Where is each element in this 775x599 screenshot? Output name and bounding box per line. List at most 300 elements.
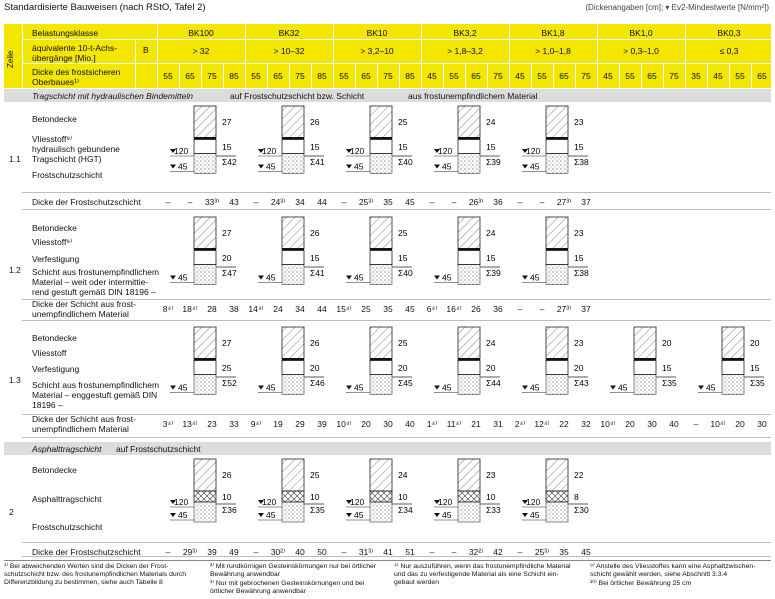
row-0-diagram-0 (170, 106, 237, 174)
row-0-value-3-1: – (451, 197, 457, 207)
class-depth-0-2: 75 (207, 71, 217, 81)
row-1-value-2-0: 15⁴⁾ (336, 304, 352, 314)
class-range-6: ≤ 0,3 (719, 46, 739, 56)
row-0-value-0-1: – (187, 197, 193, 207)
layer-concrete (722, 327, 744, 359)
row-1-label-2: Verfestigung (32, 254, 80, 264)
value-top: 22 (574, 470, 584, 480)
row-0-value-2-3: 45 (405, 197, 415, 207)
row-2-label-3: Schicht aus frostunempfindlichem Material – enggestuft gemäß DIN 18196 – (32, 380, 160, 410)
ev-arrow-bot (698, 386, 704, 390)
grid-line-5 (22, 437, 771, 438)
layer-concrete (546, 327, 568, 359)
ev-top: 120 (438, 497, 453, 507)
value-top: 26 (310, 117, 320, 127)
layer-granular (282, 154, 304, 174)
section1-title-b: auf Frostschutzschicht bzw. Schicht (230, 91, 365, 101)
depth-sep-0-3 (223, 63, 224, 88)
class-depth-4-3: 75 (581, 71, 591, 81)
row-2-value-4-0: 2⁴⁾ (514, 419, 526, 429)
ev-arrow-bot (346, 386, 352, 390)
ev-bot: 45 (178, 272, 188, 283)
ev-top: 120 (526, 146, 541, 156)
class-name-0: BK100 (188, 28, 214, 38)
row-3-label-2: Frostschutzschicht (32, 522, 103, 532)
class-depth-1-2: 75 (295, 71, 305, 81)
class-depth-4-2: 65 (559, 71, 569, 81)
row-3-value-4-0: – (517, 547, 523, 557)
row-3-value-4-2: 35 (559, 547, 569, 557)
ev-top: 120 (262, 497, 277, 507)
ev-arrow-bot (346, 165, 352, 169)
layer-concrete (194, 327, 216, 359)
row-0-value-2-0: – (341, 197, 347, 207)
value-mid: 15 (398, 142, 408, 152)
ev-arrow-bot (434, 165, 440, 169)
row-3-value-2-3: 51 (405, 547, 415, 557)
value-mid: 15 (310, 253, 320, 263)
row-3-value-4-1: 25³⁾ (534, 547, 550, 557)
ev-arrow-bot (346, 513, 352, 517)
row-1-diagram-2 (346, 217, 413, 285)
value-mid: 20 (486, 363, 496, 373)
class-depth-2-1: 65 (361, 71, 371, 81)
depth-sep-3-2 (465, 63, 466, 88)
depth-sep-6-2 (729, 63, 730, 88)
class-depth-6-0: 35 (691, 71, 701, 81)
row-2-value-6-0: – (693, 419, 699, 429)
header-achsuebergaenge: äquivalente 10-t-Achs-übergänge [Mio.] (32, 43, 118, 63)
value-top: 24 (486, 228, 496, 238)
ev-arrow-bot (434, 386, 440, 390)
row-2-value-0-1: 13⁴⁾ (182, 419, 198, 429)
row-1-label-1: Vliesstoff⁹⁾ (32, 237, 73, 247)
ev-bot: 45 (354, 272, 364, 283)
row-0-value-3-2: 26³⁾ (468, 197, 484, 207)
row-zeile-0: 1.1 (9, 154, 21, 164)
row-1-value-2-1: 25 (361, 304, 371, 314)
layer-concrete (546, 459, 568, 491)
row-3-value-3-3: 42 (493, 547, 503, 557)
layer-granular (634, 375, 656, 395)
layer-concrete (282, 459, 304, 491)
class-depth-5-0: 45 (603, 71, 613, 81)
row-2-label-2: Verfestigung (32, 364, 80, 374)
layer-concrete (194, 217, 216, 249)
grid-line-3 (22, 320, 771, 321)
row-2-value-2-3: 40 (405, 419, 415, 429)
ev-bot: 45 (442, 510, 452, 520)
class-name-5: BK1,0 (629, 28, 653, 38)
ev-bot: 45 (530, 272, 540, 283)
depth-sep-1-1 (267, 63, 268, 88)
row-1-value-2-2: 35 (383, 304, 393, 314)
row-1-value-0-3: 38 (229, 304, 239, 314)
value-top: 24 (486, 338, 496, 348)
row-2-value-0-0: 3⁴⁾ (162, 419, 174, 429)
row-0-thickness-label: Dicke der Frostschutzschicht (32, 197, 141, 207)
layer-base (370, 361, 392, 375)
layer-granular (722, 375, 744, 395)
value-mid: 20 (222, 253, 232, 263)
ev-bot: 45 (354, 161, 364, 172)
value-top: 27 (222, 338, 232, 348)
ev-bot: 45 (442, 272, 452, 283)
class-sep-6 (685, 24, 686, 88)
class-depth-5-3: 75 (669, 71, 679, 81)
value-mid: 8 (574, 492, 579, 502)
value-top: 27 (222, 228, 232, 238)
layer-granular (546, 154, 568, 174)
row-2-value-6-1: 10⁴⁾ (710, 419, 726, 429)
class-depth-1-0: 55 (251, 71, 261, 81)
layer-concrete (458, 459, 480, 491)
value-top: 25 (398, 228, 408, 238)
depth-sep-1-3 (311, 63, 312, 88)
layer-base (194, 361, 216, 375)
class-sep-1 (245, 24, 246, 88)
depth-sep-5-2 (641, 63, 642, 88)
layer-concrete (282, 327, 304, 359)
layer-base (722, 361, 744, 375)
row-1-value-3-2: 26 (471, 304, 481, 314)
row-2-label-1: Vliesstoff (32, 348, 67, 358)
layer-base (282, 140, 304, 154)
layer-concrete (370, 106, 392, 138)
depth-sep-5-3 (663, 63, 664, 88)
ev-top: 120 (262, 146, 277, 156)
class-depth-0-3: 85 (229, 71, 239, 81)
class-depth-1-1: 65 (273, 71, 283, 81)
class-range-0: > 32 (192, 46, 210, 56)
row-0-value-0-2: 33³⁾ (204, 197, 220, 207)
ev-bot: 45 (178, 382, 188, 393)
class-sep-0 (157, 24, 158, 88)
class-name-3: BK3,2 (453, 28, 477, 38)
layer-granular (282, 502, 304, 522)
class-depth-5-2: 65 (647, 71, 657, 81)
class-depth-0-0: 55 (163, 71, 173, 81)
value-mid: 20 (574, 363, 584, 373)
value-top: 24 (486, 117, 496, 127)
layer-concrete (546, 106, 568, 138)
row-0-value-4-2: 27³⁾ (556, 197, 572, 207)
row-2-value-1-2: 29 (295, 419, 305, 429)
class-sep-2 (333, 24, 334, 88)
layer-base (282, 251, 304, 265)
row-1-diagram-1 (258, 217, 325, 285)
class-depth-5-1: 55 (625, 71, 635, 81)
row-0-value-1-1: 24³⁾ (270, 197, 286, 207)
layer-granular (546, 502, 568, 522)
ev-bot: 45 (354, 382, 364, 393)
value-sum: Σ35 (662, 378, 677, 388)
row-3-value-4-3: 45 (581, 547, 591, 557)
layer-granular (370, 375, 392, 395)
footnote-2: ²⁾ Mit rundkörnigen Gesteinskörnungen nur bei örtlicher Bewährung anwendbar (210, 563, 377, 578)
section2-title-a: Asphalttragschicht (32, 444, 102, 454)
section1-title-a: Tragschicht mit hydraulischen Bindemitteln (32, 91, 193, 101)
value-mid: 10 (398, 492, 408, 502)
row-2-thickness-label: Dicke der Schicht aus frost-unempfindlichem Material (32, 414, 136, 434)
class-depth-2-3: 85 (405, 71, 415, 81)
layer-granular (546, 375, 568, 395)
class-name-4: BK1,8 (541, 28, 565, 38)
row-1-value-3-0: 6⁴⁾ (426, 304, 438, 314)
value-sum: Σ39 (486, 157, 501, 167)
value-sum: Σ40 (398, 268, 413, 278)
row-3-diagram-2 (346, 459, 413, 522)
value-sum: Σ45 (398, 378, 413, 388)
row-0-label-2: hydraulisch gebundene Tragschicht (HGT) (32, 144, 120, 164)
row-3-diagrams (0, 457, 775, 552)
zeile-header: Zeile (6, 50, 15, 68)
value-sum: Σ41 (310, 268, 325, 278)
ev-arrow-bot (610, 386, 616, 390)
depth-sep-2-3 (399, 63, 400, 88)
layer-concrete (370, 327, 392, 359)
row-2-value-2-1: 20 (361, 419, 371, 429)
row-1-value-0-0: 8⁴⁾ (162, 304, 174, 314)
ev-arrow-bot (346, 276, 352, 280)
row-3-value-1-0: – (253, 547, 259, 557)
value-mid: 15 (574, 253, 584, 263)
row-2-value-2-2: 30 (383, 419, 393, 429)
row-2-diagram-6 (698, 327, 765, 395)
layer-granular (458, 154, 480, 174)
ev-top: 120 (526, 497, 541, 507)
value-top: 25 (310, 470, 320, 480)
layer-base (370, 140, 392, 154)
depth-sep-3-3 (487, 63, 488, 88)
class-depth-3-1: 55 (449, 71, 459, 81)
row-0-value-0-3: 43 (229, 197, 239, 207)
value-top: 24 (398, 470, 408, 480)
row-2-diagram-1 (258, 327, 325, 395)
layer-concrete (458, 106, 480, 138)
row-2-value-1-3: 39 (317, 419, 327, 429)
value-mid: 15 (574, 142, 584, 152)
class-depth-6-3: 65 (757, 71, 767, 81)
value-sum: Σ47 (222, 268, 237, 278)
ev-bot: 45 (354, 510, 364, 520)
class-name-2: BK10 (366, 28, 388, 38)
class-depth-3-3: 75 (493, 71, 503, 81)
layer-base (458, 361, 480, 375)
layer-granular (194, 502, 216, 522)
value-top: 20 (750, 338, 760, 348)
layer-concrete (282, 217, 304, 249)
row-1-value-3-1: 16⁴⁾ (446, 304, 462, 314)
depth-sep-4-1 (531, 63, 532, 88)
value-mid: 15 (486, 253, 496, 263)
row-2-value-3-1: 11⁴⁾ (446, 419, 462, 429)
depth-sep-1-2 (289, 63, 290, 88)
row-zeile-2: 1.3 (9, 375, 21, 385)
value-mid: 15 (662, 363, 672, 373)
class-sep-4 (509, 24, 510, 88)
value-sum: Σ38 (574, 157, 589, 167)
layer-concrete (458, 217, 480, 249)
layer-concrete (458, 327, 480, 359)
row-2-diagram-0 (170, 327, 237, 395)
ev-arrow-bot (170, 386, 176, 390)
row-2-value-6-2: 20 (735, 419, 745, 429)
layer-granular (370, 265, 392, 285)
row-1-label-0: Betondecke (32, 223, 77, 233)
row-0-value-2-2: 35 (383, 197, 393, 207)
ev-arrow-bot (522, 165, 528, 169)
row-3-value-3-0: – (429, 547, 435, 557)
value-sum: Σ30 (574, 505, 589, 515)
ev-bot: 45 (178, 161, 188, 172)
ev-bot: 45 (530, 510, 540, 520)
row-3-label-0: Betondecke (32, 465, 77, 475)
ev-top: 120 (350, 497, 365, 507)
row-2-value-0-3: 33 (229, 419, 239, 429)
ev-arrow-bot (258, 276, 264, 280)
row-2-value-5-0: 10⁴⁾ (600, 419, 616, 429)
value-sum: Σ52 (222, 378, 237, 388)
layer-base (546, 251, 568, 265)
ev-arrow-bot (434, 276, 440, 280)
layer-granular (458, 375, 480, 395)
row-1-value-1-3: 44 (317, 304, 327, 314)
layer-base (194, 251, 216, 265)
header-b: B (143, 45, 149, 55)
depth-sep-0-2 (201, 63, 202, 88)
row-0-value-4-0: – (517, 197, 523, 207)
class-depth-3-2: 65 (471, 71, 481, 81)
value-sum: Σ43 (574, 378, 589, 388)
row-1-value-4-3: 37 (581, 304, 591, 314)
class-range-5: > 0,3–1,0 (623, 46, 659, 56)
value-mid: 15 (750, 363, 760, 373)
ev-top: 120 (174, 497, 189, 507)
row-2-diagram-2 (346, 327, 413, 395)
footnote-10: ¹⁰⁾ Bei örtlicher Bewährung 25 cm (590, 580, 692, 587)
row-2-diagram-4 (522, 327, 589, 395)
layer-concrete (634, 327, 656, 359)
row-3-value-1-2: 40 (295, 547, 305, 557)
depth-sep-5-1 (619, 63, 620, 88)
row-3-value-2-1: 31³⁾ (358, 547, 374, 557)
row-3-value-1-3: 50 (317, 547, 327, 557)
ev-top: 120 (350, 146, 365, 156)
row-0-label-3: Frostschutzschicht (32, 170, 103, 180)
row-2-diagram-5 (610, 327, 677, 395)
row-3-diagram-0 (170, 459, 237, 522)
row-2-value-5-2: 30 (647, 419, 657, 429)
header-dicke: Dicke des frostsicheren Oberbaues¹⁾ (32, 67, 121, 87)
value-mid: 10 (486, 492, 496, 502)
row-3-diagram-1 (258, 459, 325, 522)
row-2-value-3-0: 1⁴⁾ (426, 419, 438, 429)
class-depth-3-0: 45 (427, 71, 437, 81)
row-0-value-4-3: 37 (581, 197, 591, 207)
row-1-value-4-1: – (539, 304, 545, 314)
row-zeile-1: 1.2 (9, 265, 21, 275)
value-sum: Σ33 (486, 505, 501, 515)
ev-bot: 45 (266, 510, 276, 520)
row-3-diagram-3 (434, 459, 501, 522)
row-1-value-1-1: 24 (273, 304, 283, 314)
header-belastungsklasse: Belastungsklasse (32, 28, 99, 38)
row-3-value-3-1: – (451, 547, 457, 557)
row-3-thickness-label: Dicke der Frostschutzschicht (32, 547, 141, 557)
ev-arrow-bot (170, 513, 176, 517)
class-range-1: > 10–32 (273, 46, 305, 56)
row-1-diagram-4 (522, 217, 589, 285)
row-0-value-4-1: – (539, 197, 545, 207)
value-mid: 15 (222, 142, 232, 152)
class-range-3: > 1,8–3,2 (447, 46, 483, 56)
value-sum: Σ41 (310, 157, 325, 167)
section1-title-c: aus frostunempfindlichem Material (408, 91, 538, 101)
row-0-value-1-0: – (253, 197, 259, 207)
class-sep-5 (597, 24, 598, 88)
value-sum: Σ39 (486, 268, 501, 278)
ev-bot: 45 (266, 382, 276, 393)
value-sum: Σ35 (750, 378, 765, 388)
hsep-2 (22, 63, 771, 64)
row-1-value-4-0: – (517, 304, 523, 314)
row-2-value-4-3: 32 (581, 419, 591, 429)
class-depth-6-2: 55 (735, 71, 745, 81)
row-0-value-0-0: – (165, 197, 171, 207)
row-1-value-3-3: 36 (493, 304, 503, 314)
ev-top: 120 (438, 146, 453, 156)
layer-base (370, 251, 392, 265)
value-mid: 15 (310, 142, 320, 152)
layer-concrete (282, 106, 304, 138)
row-0-value-1-2: 34 (295, 197, 305, 207)
ev-bot: 45 (178, 510, 188, 520)
layer-granular (282, 375, 304, 395)
ev-arrow-bot (434, 513, 440, 517)
value-mid: 25 (222, 363, 232, 373)
class-depth-6-1: 45 (713, 71, 723, 81)
row-2-value-2-0: 10⁴⁾ (336, 419, 352, 429)
row-2-value-4-2: 22 (559, 419, 569, 429)
value-top: 25 (398, 117, 408, 127)
value-top: 26 (310, 228, 320, 238)
value-sum: Σ42 (222, 157, 237, 167)
value-mid: 10 (310, 492, 320, 502)
layer-asphalt (546, 491, 568, 502)
section2-title-b: auf Frostschutzschicht (116, 444, 201, 454)
ev-arrow-bot (258, 386, 264, 390)
ev-bot: 45 (530, 161, 540, 172)
row-3-value-1-1: 30²⁾ (270, 547, 286, 557)
row-2-value-3-3: 31 (493, 419, 503, 429)
row-0-diagrams (0, 104, 775, 199)
value-top: 23 (574, 117, 584, 127)
layer-base (194, 140, 216, 154)
page-title: Standardisierte Bauweisen (nach RStO, Tafel 2) (4, 2, 206, 13)
value-mid: 10 (222, 492, 232, 502)
row-1-value-4-2: 27³⁾ (556, 304, 572, 314)
depth-sep-6-3 (751, 63, 752, 88)
depth-sep-3-1 (443, 63, 444, 88)
grid-line-1 (22, 209, 771, 210)
row-3-value-2-0: – (341, 547, 347, 557)
units-note: (Dickenangaben [cm]; ▾ Ev2-Mindestwerte [N/mm²]) (585, 3, 769, 12)
layer-base (546, 140, 568, 154)
footnote-divider (4, 560, 771, 561)
row-3-value-2-2: 41 (383, 547, 393, 557)
value-mid: 20 (398, 363, 408, 373)
